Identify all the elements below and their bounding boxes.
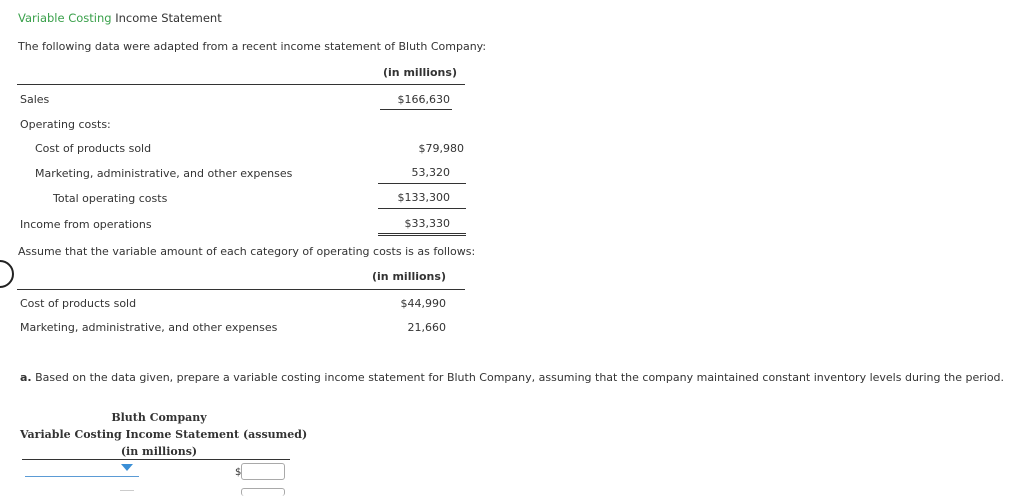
total-operating-costs-value: $133,300: [397, 191, 450, 204]
page-title: [18, 11, 222, 25]
total-operating-costs-label: Total operating costs: [53, 192, 168, 205]
row2-amount-input[interactable]: [241, 488, 285, 496]
cogs-label: Cost of products sold: [35, 142, 152, 155]
statement-title: Variable Costing Income Statement (assumed): [20, 428, 308, 441]
marketing-rule: [378, 183, 466, 184]
row1-account-select[interactable]: [25, 462, 139, 477]
table2-marketing-label: Marketing, administrative, and other expenses: [20, 321, 278, 334]
table2-cogs-label: Cost of products sold: [20, 297, 137, 310]
statement-heading-rule: [22, 459, 290, 460]
table2-cogs-value: $44,990: [400, 297, 446, 310]
marketing-value: 53,320: [411, 166, 450, 179]
sales-value: $166,630: [397, 93, 450, 106]
marketing-label: Marketing, administrative, and other expenses: [35, 167, 293, 180]
total-rule: [378, 208, 466, 209]
question-a: [20, 369, 1010, 387]
table2-header-rule: [17, 289, 465, 290]
row1-amount-input[interactable]: [241, 463, 285, 480]
assume-text: Assume that the variable amount of each category of operating costs is as follows:: [18, 245, 476, 258]
operating-costs-label: Operating costs:: [20, 118, 111, 131]
table2-marketing-value: 21,660: [407, 321, 446, 334]
cogs-value: $79,980: [418, 142, 464, 155]
cursor-circle-icon: [0, 260, 14, 288]
income-rule-1: [378, 233, 466, 234]
chevron-down-icon: [121, 464, 133, 471]
row1-dollar-sign: $: [235, 467, 242, 478]
question-text: Based on the data given, prepare a variable costing income statement for Bluth Company, assuming that the company maintained constant inventory levels during the period.: [35, 371, 1005, 384]
table1-header-rule: [17, 84, 465, 85]
table1-column-header: (in millions): [383, 66, 457, 79]
title-link[interactable]: Variable Costing: [18, 11, 112, 25]
sales-label: Sales: [20, 93, 50, 106]
question-letter: a.: [20, 371, 32, 384]
title-rest: Income Statement: [115, 11, 222, 25]
row2-account-select[interactable]: [120, 490, 134, 494]
table2-column-header: (in millions): [372, 270, 446, 283]
income-value: $33,330: [404, 217, 450, 230]
statement-company: Bluth Company: [111, 411, 207, 424]
income-rule-2: [378, 235, 466, 236]
income-label: Income from operations: [20, 218, 152, 231]
statement-units: (in millions): [120, 445, 198, 458]
intro-text: The following data were adapted from a recent income statement of Bluth Company:: [18, 40, 487, 53]
sales-rule: [380, 109, 452, 110]
